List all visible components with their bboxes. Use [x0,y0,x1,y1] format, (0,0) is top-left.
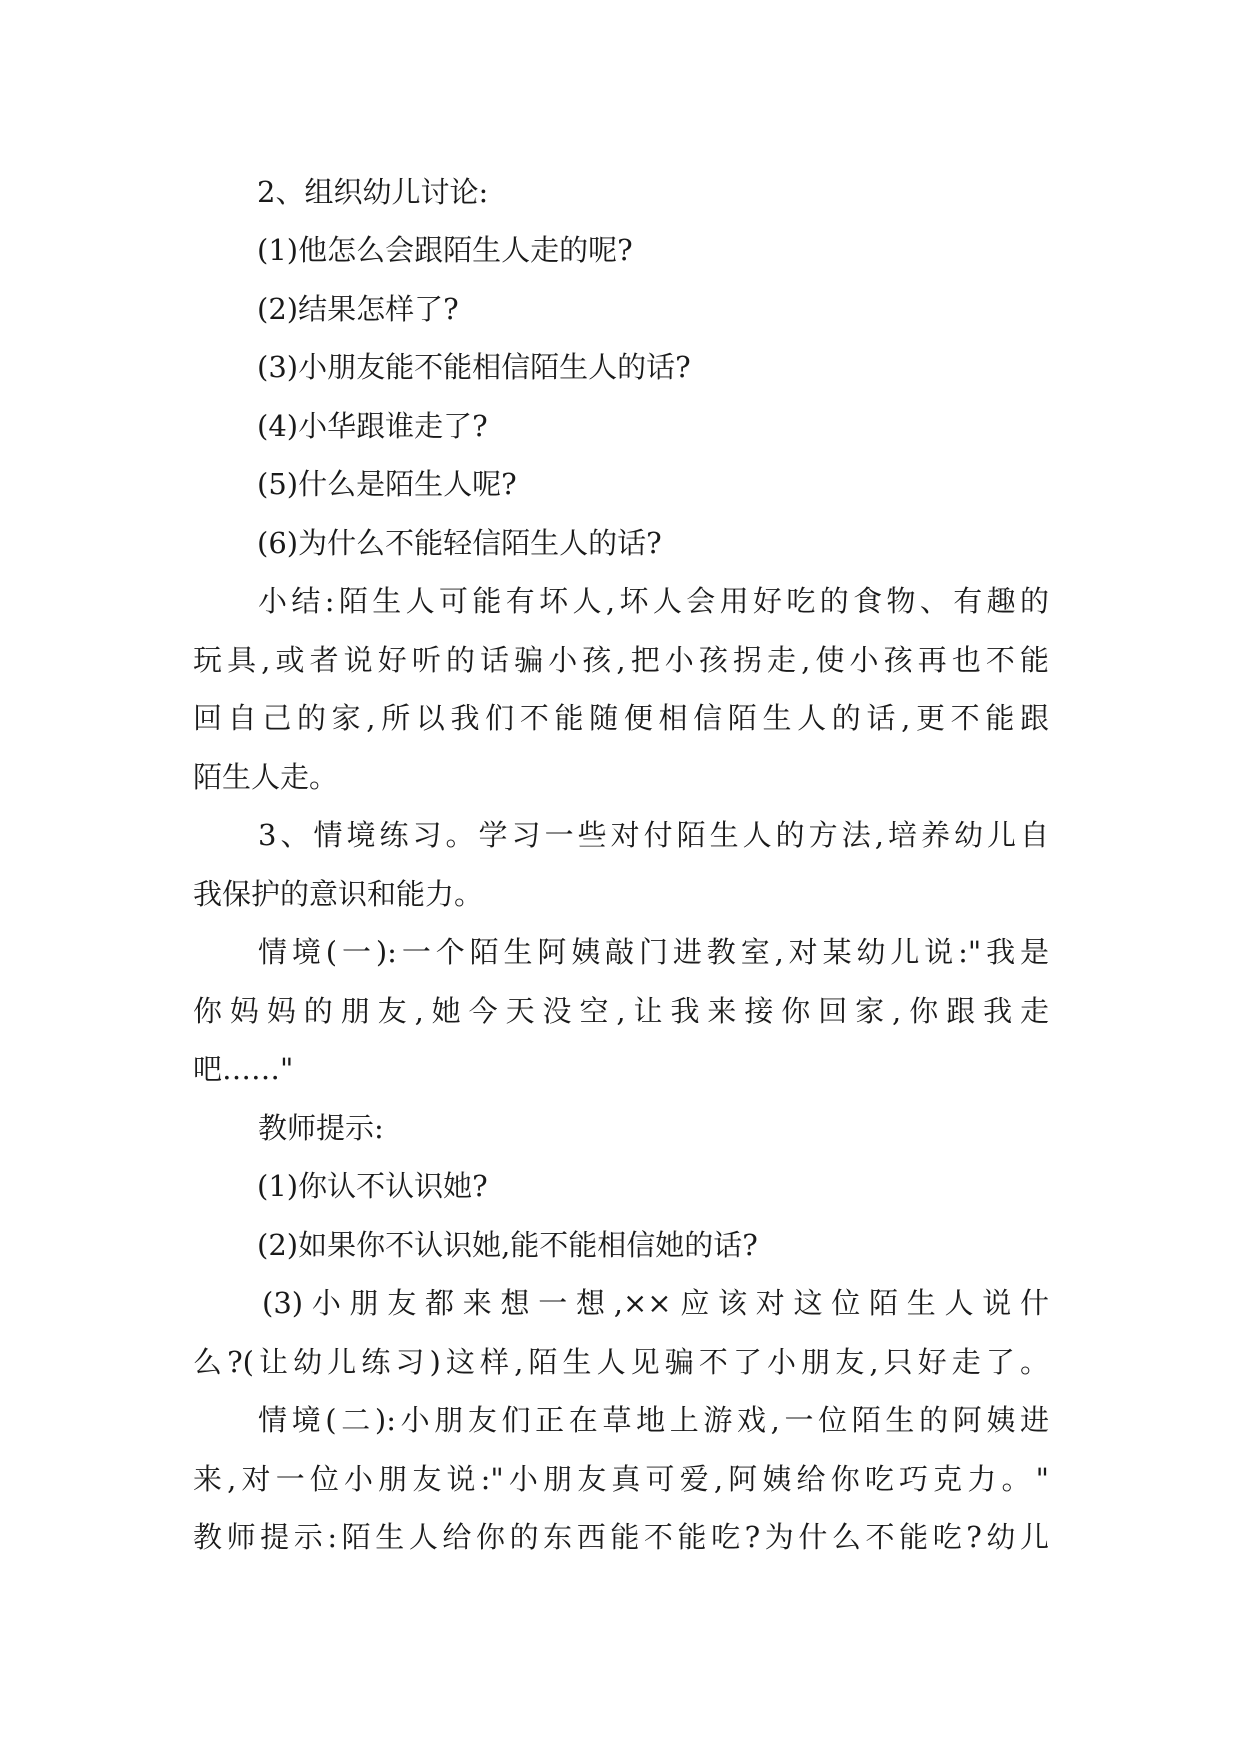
text-line: (3)小朋友都来想一想,××应该对这位陌生人说什 [262,1286,1049,1320]
text-line: 回自己的家,所以我们不能随便相信陌生人的话,更不能跟 [193,701,1049,735]
text-line: (1)你认不认识她? [257,1169,488,1203]
text-line: (5)什么是陌生人呢? [257,467,517,501]
text-line: 么?(让幼儿练习)这样,陌生人见骗不了小朋友,只好走了。 [193,1345,1049,1379]
text-line: 情境(二):小朋友们正在草地上游戏,一位陌生的阿姨进 [258,1403,1049,1437]
text-line: 陌生人走。 [193,760,339,794]
text-line: 你妈妈的朋友,她今天没空,让我来接你回家,你跟我走 [193,994,1049,1028]
text-line: 3、情境练习。学习一些对付陌生人的方法,培养幼儿自 [258,818,1049,852]
text-line: (6)为什么不能轻信陌生人的话? [257,526,662,560]
text-line: (2)结果怎样了? [257,292,459,326]
text-line: 教师提示: [258,1111,384,1145]
text-line: 教师提示:陌生人给你的东西能不能吃?为什么不能吃?幼儿 [193,1520,1049,1554]
text-line: (3)小朋友能不能相信陌生人的话? [257,350,691,384]
text-line: 我保护的意识和能力。 [193,877,484,911]
text-line: 玩具,或者说好听的话骗小孩,把小孩拐走,使小孩再也不能 [193,643,1049,677]
text-line: 小结:陌生人可能有坏人,坏人会用好吃的食物、有趣的 [258,584,1049,618]
text-line: (4)小华跟谁走了? [257,409,488,443]
text-line: 来,对一位小朋友说:"小朋友真可爱,阿姨给你吃巧克力。" [193,1462,1049,1496]
text-line: (1)他怎么会跟陌生人走的呢? [257,233,633,267]
text-line: 情境(一):一个陌生阿姨敲门进教室,对某幼儿说:"我是 [258,935,1049,969]
text-line: (2)如果你不认识她,能不能相信她的话? [257,1228,758,1262]
text-line: 吧……" [193,1052,294,1086]
text-line: 2、组织幼儿讨论: [257,175,489,209]
